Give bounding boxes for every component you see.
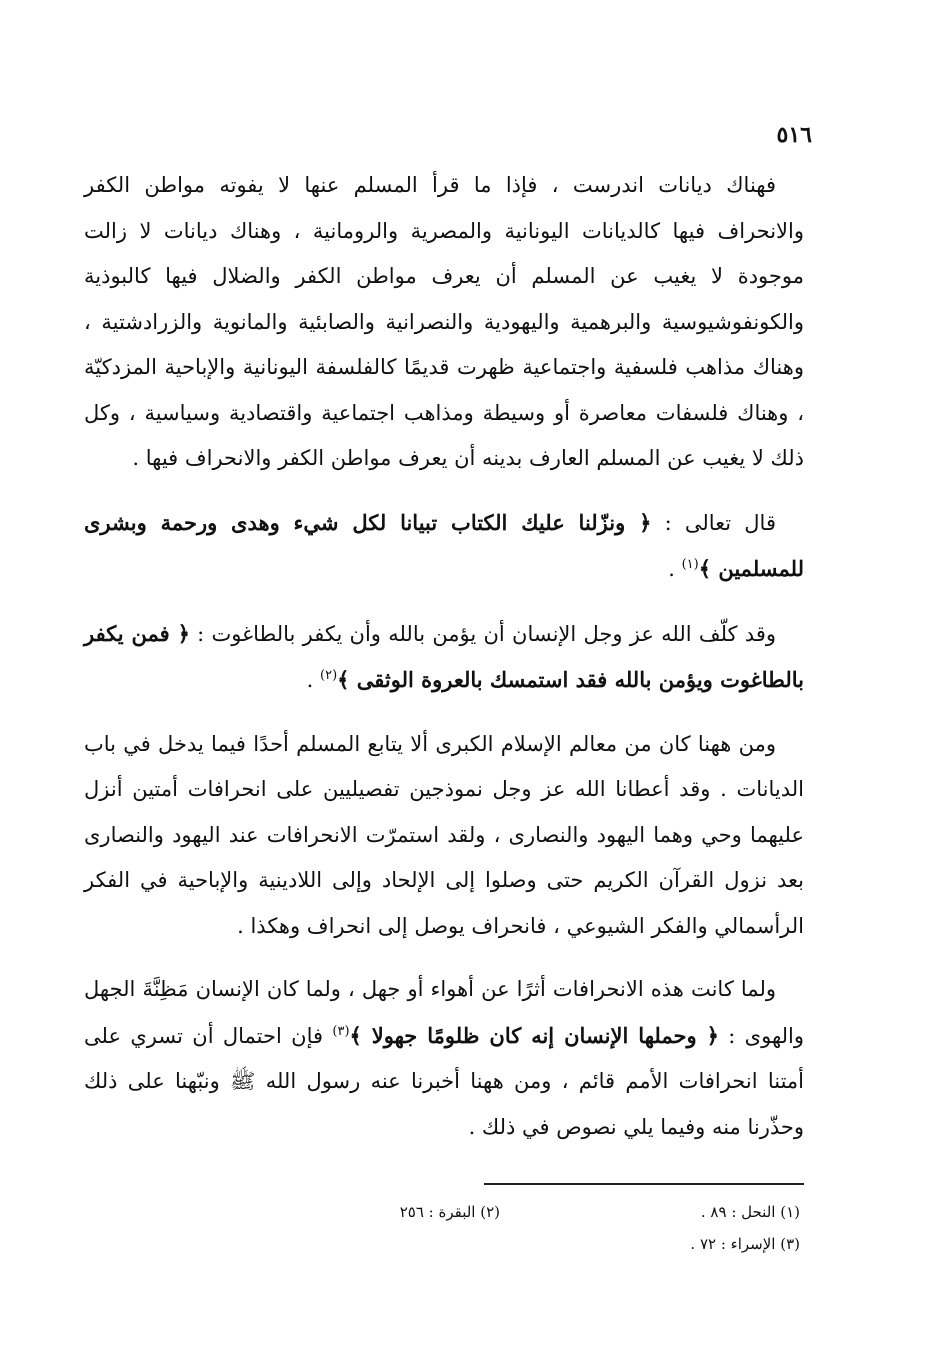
footnote-divider <box>484 1183 804 1185</box>
paragraph-quote-baqara <box>84 611 804 704</box>
page-number: ٥١٦ <box>776 122 812 148</box>
paragraph-religions <box>84 163 804 482</box>
paragraph-text: ومن ههنا كان من معالم الإسلام الكبرى ألا يتابع المسلم أحدًا فيما يدخل في باب الديانات . وقد أعطانا الله عز وجل نموذجين تفصيليين على انحرافات أمتين أنزل عليهما وحي وهما اليهود والنصارى ، ولقد استمرّت الانحرافات عند اليهود والنصارى بعد نزول القرآن الكريم حتى وصلوا إلى الإلحاد وإلى اللادينية والإباحية في الفكر الرأسمالي والفكر الشيوعي ، فانحراف يوصل إلى انحراف وهكذا . <box>84 731 804 938</box>
footnote-3: (٣) الإسراء : ٧٢ . <box>690 1235 800 1253</box>
footnote-ref: (٢) <box>320 668 338 683</box>
footnotes <box>200 1196 800 1260</box>
footnote-row <box>200 1196 800 1228</box>
paragraph-text: فهناك ديانات اندرست ، فإذا ما قرأ المسلم عنها لا يفوته مواطن الكفر والانحراف فيها كالديانات اليونانية والمصرية والرومانية ، وهناك ديانات لا زالت موجودة لا يغيب عن المسلم أن يعرف مواطن الكفر والضلال فيها كالبوذية والكونفوشيوسية والبرهمية واليهودية والنصرانية والصابئية والمانوية والزرادشتية ، وهناك مذاهب فلسفية واجتماعية ظهرت قديمًا كالفلسفة اليونانية والإباحية المزدكيّة ، وهناك فلسفات معاصرة أو وسيطة ومذاهب اجتماعية واقتصادية وسياسية ، وكل ذلك لا يغيب عن المسلم العارف بدينه أن يعرف مواطن الكفر والانحراف فيها . <box>84 173 804 470</box>
quran-verse: ﴿ وحملها الإنسان إنه كان ظلومًا جهولا ﴾ <box>349 1022 719 1048</box>
footnote-2: (٢) البقرة : ٢٥٦ <box>399 1203 500 1221</box>
paragraph-text: . <box>668 557 682 581</box>
paragraph-text: . <box>306 668 320 692</box>
paragraph-deviations <box>84 722 804 950</box>
footnote-row <box>200 1228 800 1260</box>
paragraph-text: ولما كانت هذه الانحرافات أثرًا عن أهواء أو جهل ، ولما كان الإنسان مَظِنَّةَ الجهل والهوى : <box>84 977 804 1048</box>
quran-verse: ﴿ فمن يكفر بالطاغوت ويؤمن بالله فقد استمسك بالعروة الوثقى ﴾ <box>84 620 804 692</box>
footnote-1: (١) النحل : ٨٩ . <box>700 1203 800 1221</box>
paragraph-quote-isra <box>84 967 804 1150</box>
paragraph-quote-nahl <box>84 500 804 593</box>
paragraph-text: وقد كلّف الله عز وجل الإنسان أن يؤمن بالله وأن يكفر بالطاغوت : <box>189 621 776 646</box>
paragraph-text: قال تعالى : <box>651 510 776 535</box>
paragraph-text: فإن احتمال أن تسري على أمتنا انحرافات الأمم قائم ، ومن ههنا أخبرنا عنه رسول الله ﷺ ونبّهنا على ذلك وحذّرنا منه وفيما يلي نصوص في ذلك . <box>84 1023 804 1139</box>
main-text <box>84 163 804 1168</box>
footnote-ref: (١) <box>681 557 699 572</box>
footnote-ref: (٣) <box>332 1023 350 1039</box>
quran-verse: ﴿ ونزّلنا عليك الكتاب تبيانا لكل شيء وهدى ورحمة وبشرى للمسلمين ﴾ <box>84 509 804 581</box>
